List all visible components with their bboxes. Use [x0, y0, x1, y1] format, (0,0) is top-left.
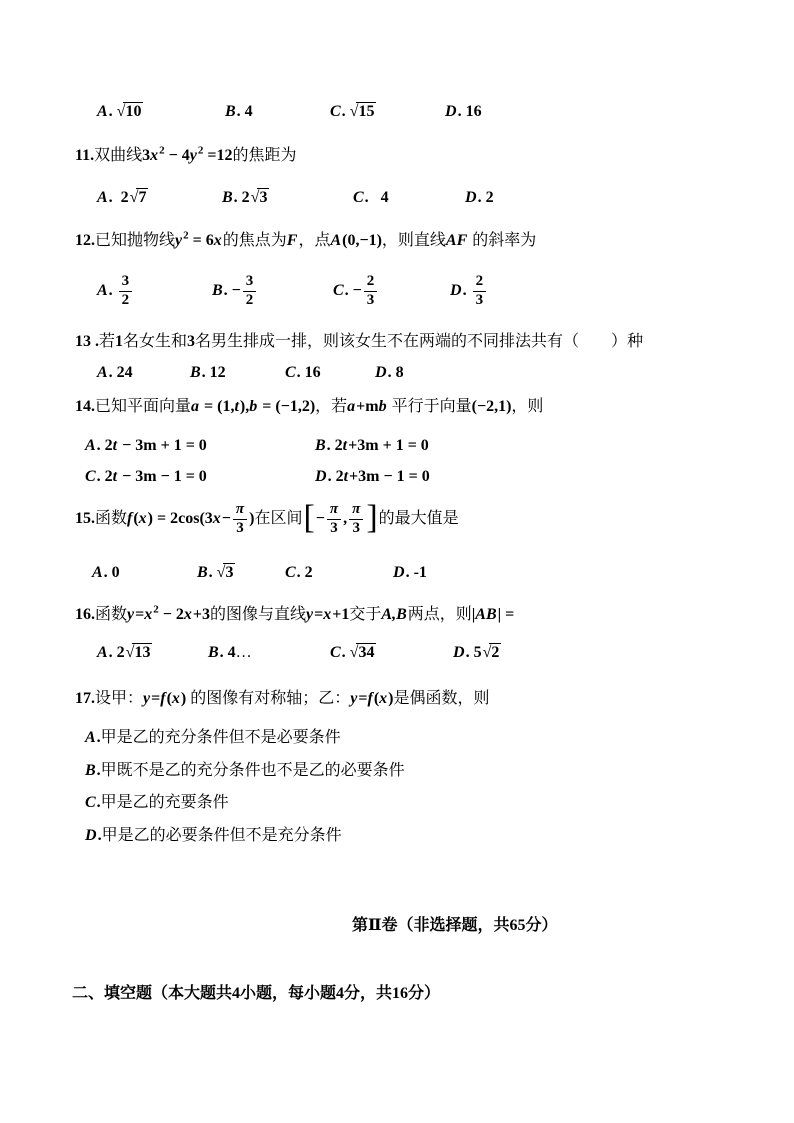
question-12-option-c: C. − $\frac{2}{3}$ — [333, 274, 379, 309]
question-11-option-d: D. 2 — [465, 189, 494, 206]
question-13-option-c: C. 16 — [285, 364, 321, 381]
question-15-option-c: C. 2 — [285, 564, 313, 581]
question-12-option-d: D. $\frac{2}{3}$ — [450, 274, 488, 309]
question-14-option-d: D. 2t+3m − 1 = 0 — [315, 468, 430, 485]
question-13-stem: 13 .若1名女生和3名男生排成一排，则该女生不在两端的不同排法共有（ ）种 — [75, 333, 644, 350]
part2-section-title: 第Ⅱ卷（非选择题，共65分） — [352, 917, 558, 934]
question-11-option-a: A. 2√7 — [97, 189, 147, 206]
question-14-option-c: C. 2t − 3m − 1 = 0 — [85, 468, 207, 485]
question-12-option-a: A. $\frac{3}{2}$ — [97, 274, 134, 309]
question-15-option-a: A. 0 — [92, 564, 120, 581]
question-10-option-a: A. √10 — [97, 103, 142, 120]
question-15-option-d: D. -1 — [393, 564, 427, 581]
question-13-option-b: B. 12 — [190, 364, 226, 381]
question-15-stem: 15.函数f(x) = 2cos(3x− $\frac{\pi}{3}$ )在区间[− $\frac{\pi}{3}$ , $\frac{\pi}{3}$ ]的最大值是 — [75, 498, 459, 536]
question-13-option-d: D. 8 — [375, 364, 404, 381]
question-14-stem: 14.已知平面向量a = (1,t),b = (−1,2)，若a+mb 平行于向量(−2,1)，则 — [75, 398, 544, 415]
question-14-option-a: A. 2t − 3m + 1 = 0 — [85, 437, 207, 454]
question-17-stem: 17.设甲：y=f(x) 的图像有对称轴；乙：y=f(x)是偶函数，则 — [75, 690, 490, 707]
fill-in-section-title: 二、填空题（本大题共4小题，每小题4分，共16分） — [72, 985, 441, 1002]
question-16-stem: 16.函数$y=x^2 - 2x+3$的图像与直线y=x+1交于A,B两点，则|AB| = — [75, 603, 515, 623]
question-16-option-a: A. 2√13 — [97, 644, 151, 661]
question-17-option-a: A.甲是乙的充分条件但不是必要条件 — [85, 729, 341, 746]
question-12-stem: 12.已知抛物线$y^2 = 6x$的焦点为F，点A(0,−1)，则直线AF 的斜率为 — [75, 229, 537, 249]
question-17-option-d: D.甲是乙的必要条件但不是充分条件 — [85, 827, 342, 844]
question-14-option-b: B. 2t+3m + 1 = 0 — [315, 437, 429, 454]
question-11-option-c: C. 4 — [353, 189, 389, 206]
question-11-option-b: B. 2√3 — [222, 189, 268, 206]
question-12-option-b: B. − $\frac{3}{2}$ — [212, 274, 258, 309]
question-11-stem: 11.双曲线$3x^2 - 4y^2 =12$的焦距为 — [75, 144, 297, 164]
question-16-option-c: C. √34 — [330, 644, 375, 661]
question-13-option-a: A. 24 — [97, 364, 133, 381]
question-16-option-b: B. 4… — [208, 644, 252, 661]
question-15-option-b: B. √3 — [197, 564, 234, 581]
question-17-option-c: C.甲是乙的充要条件 — [85, 794, 229, 811]
question-10-option-d: D. 16 — [445, 103, 482, 120]
question-10-option-b: B. 4 — [225, 103, 253, 120]
question-17-option-b: B.甲既不是乙的充分条件也不是乙的必要条件 — [85, 762, 405, 779]
question-16-option-d: D. 5√2 — [453, 644, 500, 661]
question-10-option-c: C. √15 — [330, 103, 375, 120]
